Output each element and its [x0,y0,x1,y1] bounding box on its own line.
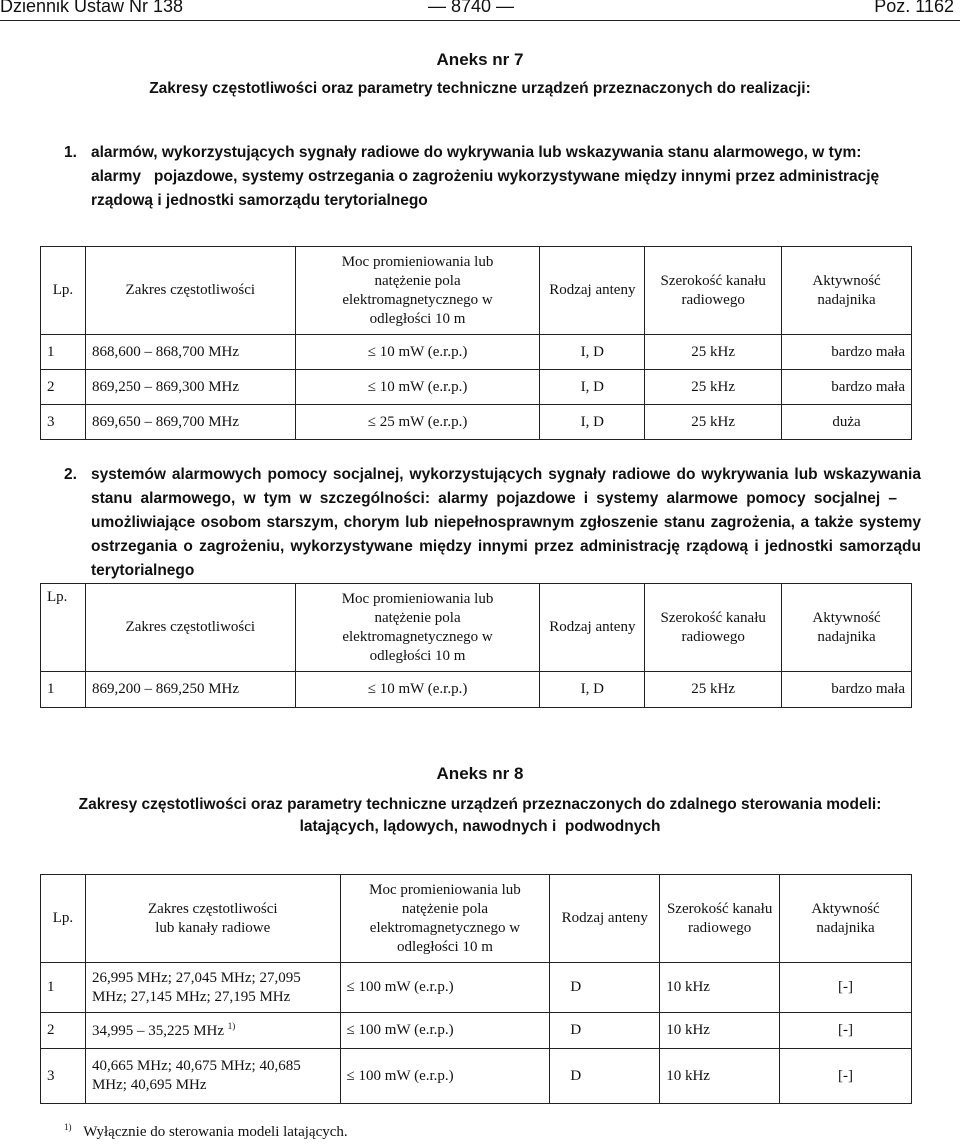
cell-power: ≤ 100 mW (e.r.p.) [340,963,550,1013]
cell-activity: duża [782,405,912,440]
header-frequency-range: Zakres częstotliwości [85,584,295,672]
footnote-reference: 1) [227,1021,236,1031]
cell-antenna: I, D [540,672,645,708]
cell-lp: 3 [41,405,86,440]
cell-antenna: D [550,1013,660,1049]
section1-number: 1. [64,144,77,161]
cell-activity: bardzo mała [782,335,912,370]
table-annex7-1 [40,246,912,440]
table-row [41,335,912,370]
cell-lp: 2 [41,1013,86,1049]
table-row [41,1013,912,1049]
header-activity: Aktywność nadajnika [780,875,912,963]
cell-channel-width: 25 kHz [645,405,782,440]
annex8-subtitle-line2: latających, lądowych, nawodnych i podwodnych [299,818,661,835]
cell-frequency: 869,250 – 869,300 MHz [85,370,295,405]
cell-lp: 1 [41,963,86,1013]
cell-activity: bardzo mała [782,672,912,708]
header-power: Moc promieniowania lub natężenie pola elektromagnetycznego w odległości 10 m [295,584,540,672]
section2-line1: systemów alarmowych pomocy socjalnej, wykorzystujących sygnały radiowe do wykrywania lub wskazywania [91,466,921,483]
header-antenna: Rodzaj anteny [550,875,660,963]
table-header-row [41,875,912,963]
cell-activity: [-] [780,1049,912,1104]
table-row [41,1049,912,1104]
page-number: — 8740 — [428,0,515,16]
header-antenna: Rodzaj anteny [540,247,645,335]
cell-frequency [85,1013,340,1049]
annex7-subtitle: Zakresy częstotliwości oraz parametry techniczne urządzeń przeznaczonych do realizacji: [149,80,811,97]
cell-frequency: 869,200 – 869,250 MHz [85,672,295,708]
section2-line2: stanu alarmowego, w tym w szczególności: alarmy pojazdowe i systemy alarmowe pomocy socjalnej – [91,490,897,507]
section2-line3: umożliwiające osobom starszym, chorym lub niepełnosprawnym zgłoszenie stanu zagrożenia, a także systemy [91,514,921,531]
header-frequency-range: Zakres częstotliwości [85,247,295,335]
cell-activity: [-] [780,1013,912,1049]
header-power: Moc promieniowania lub natężenie pola elektromagnetycznego w odległości 10 m [295,247,540,335]
cell-lp: 2 [41,370,86,405]
cell-channel-width: 25 kHz [645,335,782,370]
footnote-text: Wyłącznie do sterowania modeli latających. [83,1124,348,1140]
cell-power: ≤ 100 mW (e.r.p.) [340,1013,550,1049]
cell-frequency-value: 34,995 – 35,225 MHz [91,1023,225,1039]
header-antenna: Rodzaj anteny [540,584,645,672]
header-activity: Aktywność nadajnika [782,247,912,335]
cell-activity: [-] [780,963,912,1013]
table-header-row [41,247,912,335]
cell-lp: 3 [41,1049,86,1104]
annex7-title: Aneks nr 7 [436,50,524,69]
cell-antenna: I, D [540,405,645,440]
position-number: Poz. 1162 [874,0,954,16]
table-row [41,405,912,440]
cell-channel-width: 10 kHz [660,1049,780,1104]
section2-number: 2. [64,466,77,483]
table-row [41,963,912,1013]
annex8-title: Aneks nr 8 [436,764,524,783]
footnote [64,1122,348,1141]
section1-line1: alarmów, wykorzystujących sygnały radiowe do wykrywania lub wskazywania stanu alarmowego, w tym: [91,144,862,161]
cell-antenna: I, D [540,335,645,370]
journal-name: Dziennik Ustaw Nr 138 [0,0,184,16]
section2-line5: terytorialnego [91,562,195,579]
cell-antenna: D [550,1049,660,1104]
cell-power: ≤ 100 mW (e.r.p.) [340,1049,550,1104]
table-annex7-2 [40,583,912,708]
cell-antenna: I, D [540,370,645,405]
header-activity: Aktywność nadajnika [782,584,912,672]
cell-power: ≤ 10 mW (e.r.p.) [295,672,540,708]
cell-frequency: 26,995 MHz; 27,045 MHz; 27,095 MHz; 27,145 MHz; 27,195 MHz [85,963,340,1013]
cell-power: ≤ 25 mW (e.r.p.) [295,405,540,440]
header-channel-width: Szerokość kanału radiowego [645,247,782,335]
cell-frequency: 868,600 – 868,700 MHz [85,335,295,370]
table-annex8 [40,874,912,1104]
table-row [41,370,912,405]
cell-frequency: 40,665 MHz; 40,675 MHz; 40,685 MHz; 40,695 MHz [85,1049,340,1104]
cell-frequency: 869,650 – 869,700 MHz [85,405,295,440]
cell-power: ≤ 10 mW (e.r.p.) [295,370,540,405]
header-channel-width: Szerokość kanału radiowego [645,584,782,672]
header-frequency-range: Zakres częstotliwości lub kanały radiowe [85,875,340,963]
cell-power: ≤ 10 mW (e.r.p.) [295,335,540,370]
annex8-subtitle-line1: Zakresy częstotliwości oraz parametry techniczne urządzeń przeznaczonych do zdalnego sterowania modeli: [78,796,882,813]
cell-channel-width: 10 kHz [660,963,780,1013]
cell-antenna: D [550,963,660,1013]
cell-channel-width: 25 kHz [645,370,782,405]
section1-line2: alarmy pojazdowe, systemy ostrzegania o zagrożeniu wykorzystywane między innymi przez administrację [91,168,880,185]
cell-channel-width: 25 kHz [645,672,782,708]
section1-line3: rządową i jednostki samorządu terytorialnego [91,192,428,209]
header-lp: Lp. [41,875,86,963]
section2-line4: ostrzegania o zagrożeniu, wykorzystywane między innymi przez administrację rządową i jednostki samorządu [91,538,921,555]
table-row [41,672,912,708]
header-channel-width: Szerokość kanału radiowego [660,875,780,963]
cell-channel-width: 10 kHz [660,1013,780,1049]
header-power: Moc promieniowania lub natężenie pola elektromagnetycznego w odległości 10 m [340,875,550,963]
footnote-mark: 1) [64,1122,72,1132]
cell-activity: bardzo mała [782,370,912,405]
header-lp: Lp. [41,247,86,335]
header-lp: Lp. [41,584,86,672]
table-header-row [41,584,912,672]
cell-lp: 1 [41,335,86,370]
cell-lp: 1 [41,672,86,708]
header-rule [0,20,960,21]
